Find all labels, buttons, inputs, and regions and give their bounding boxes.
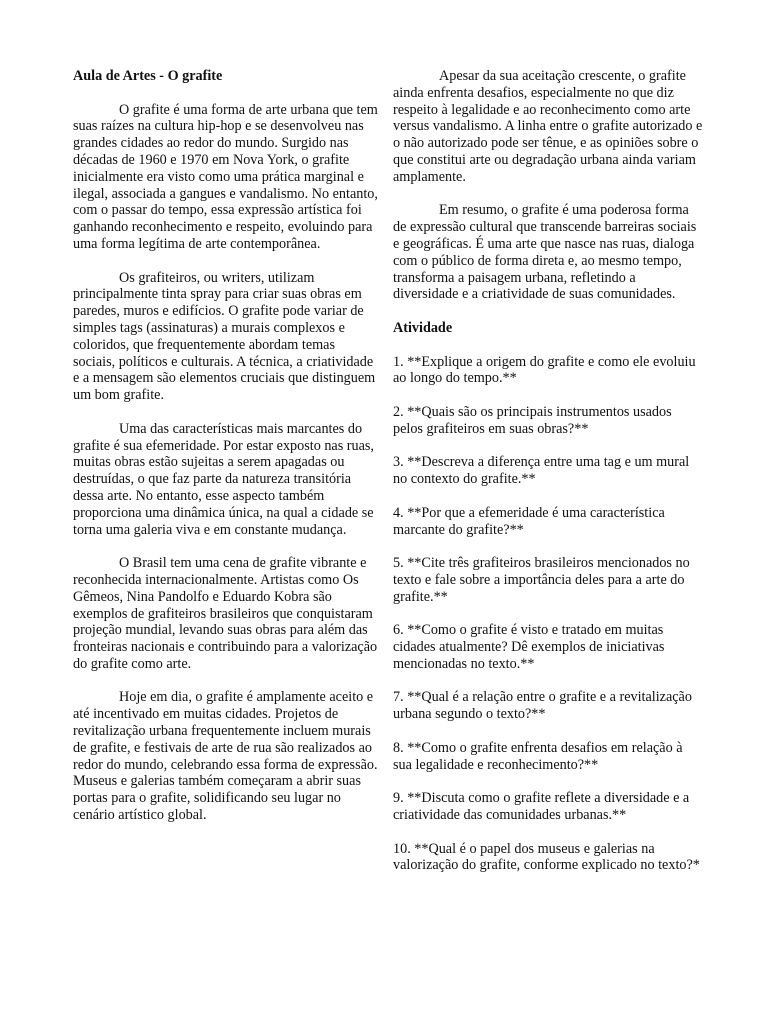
question-item: 10. **Qual é o papel dos museus e galerias na valorização do grafite, conforme explicado no texto?*	[393, 840, 700, 874]
left-column	[73, 68, 378, 841]
question-item: 8. **Como o grafite enfrenta desafios em relação à sua legalidade e reconhecimento?**	[393, 739, 683, 773]
question-item: 5. **Cite três grafiteiros brasileiros mencionados no texto e fale sobre a importância deles para a arte do grafite.**	[393, 555, 690, 605]
paragraph-brazil: O Brasil tem uma cena de grafite vibrante e reconhecida internacionalmente. Artistas como Os Gêmeos, Nina Pandolfo e Eduardo Kobra são exemplos de grafiteiros brasileiros que conquistaram projeção mundial, levando suas obras para além das fronteiras nacionais e contribuindo para a valorização do grafite como arte.	[73, 555, 378, 672]
question-item: 6. **Como o grafite é visto e tratado em muitas cidades atualmente? Dê exemplos de iniciativas mencionadas no texto.**	[393, 622, 665, 672]
activity-heading: Atividade	[393, 319, 453, 336]
paragraph-writers: Os grafiteiros, ou writers, utilizam principalmente tinta spray para criar suas obras em paredes, muros e edifícios. O grafite pode variar de simples tags (assinaturas) a murais complexos e coloridos, que frequentemente abordam temas sociais, políticos e culturais. A técnica, a criatividade e a mensagem são elementos cruciais que distinguem um bom grafite.	[73, 269, 376, 404]
paragraph-challenges: Apesar da sua aceitação crescente, o grafite ainda enfrenta desafios, especialmente no que diz respeito à legalidade e ao reconhecimento como arte versus vandalismo. A linha entre o grafite autorizado e o não autorizado pode ser tênue, e as opiniões sobre o que constitui arte ou degradação urbana ainda variam amplamente.	[393, 68, 703, 185]
question-item: 7. **Qual é a relação entre o grafite e a revitalização urbana segundo o texto?**	[393, 689, 692, 723]
paragraph-summary: Em resumo, o grafite é uma poderosa forma de expressão cultural que transcende barreiras sociais e geográficas. É uma arte que nasce nas ruas, dialoga com o público de forma direta e, ao mesmo tempo, transforma a paisagem urbana, refletindo a diversidade e a criatividade de suas comunidades.	[393, 202, 697, 303]
question-item: 3. **Descreva a diferença entre uma tag e um mural no contexto do grafite.**	[393, 454, 690, 488]
question-item: 4. **Por que a efemeridade é uma característica marcante do grafite?**	[393, 504, 665, 538]
question-item: 1. **Explique a origem do grafite e como ele evoluiu ao longo do tempo.**	[393, 353, 696, 387]
paragraph-origin: O grafite é uma forma de arte urbana que tem suas raízes na cultura hip-hop e se desenvolveu nas grandes cidades ao redor do mundo. Surgido nas décadas de 1960 e 1970 em Nova York, o grafite inicialmente era visto como uma prática marginal e ilegal, associada a gangues e vandalismo. No entanto, com o passar do tempo, essa expressão artística foi ganhando reconhecimento e respeito, evoluindo para uma forma legítima de arte contemporânea.	[73, 101, 378, 252]
paragraph-today: Hoje em dia, o grafite é amplamente aceito e até incentivado em muitas cidades. Projetos de revitalização urbana frequentemente incluem murais de grafite, e festivais de arte de rua são realizados ao redor do mundo, celebrando essa forma de expressão. Museus e galerias também começaram a abrir suas portas para o grafite, solidificando seu lugar no cenário artístico global.	[73, 689, 378, 824]
question-item: 2. **Quais são os principais instrumentos usados pelos grafiteiros em suas obras?**	[393, 403, 672, 437]
question-item: 9. **Discuta como o grafite reflete a diversidade e a criatividade das comunidades urbanas.**	[393, 790, 690, 824]
paragraph-ephemerality: Uma das características mais marcantes do grafite é sua efemeridade. Por estar exposto nas ruas, muitas obras estão sujeitas a serem apagadas ou destruídas, o que faz parte da natureza transitória dessa arte. No entanto, esse aspecto também proporciona uma dinâmica única, na qual a cidade se torna uma galeria viva e em constante mudança.	[73, 420, 374, 538]
document-title: Aula de Artes - O grafite	[73, 68, 223, 84]
question-list	[393, 354, 703, 875]
right-column	[393, 68, 703, 874]
